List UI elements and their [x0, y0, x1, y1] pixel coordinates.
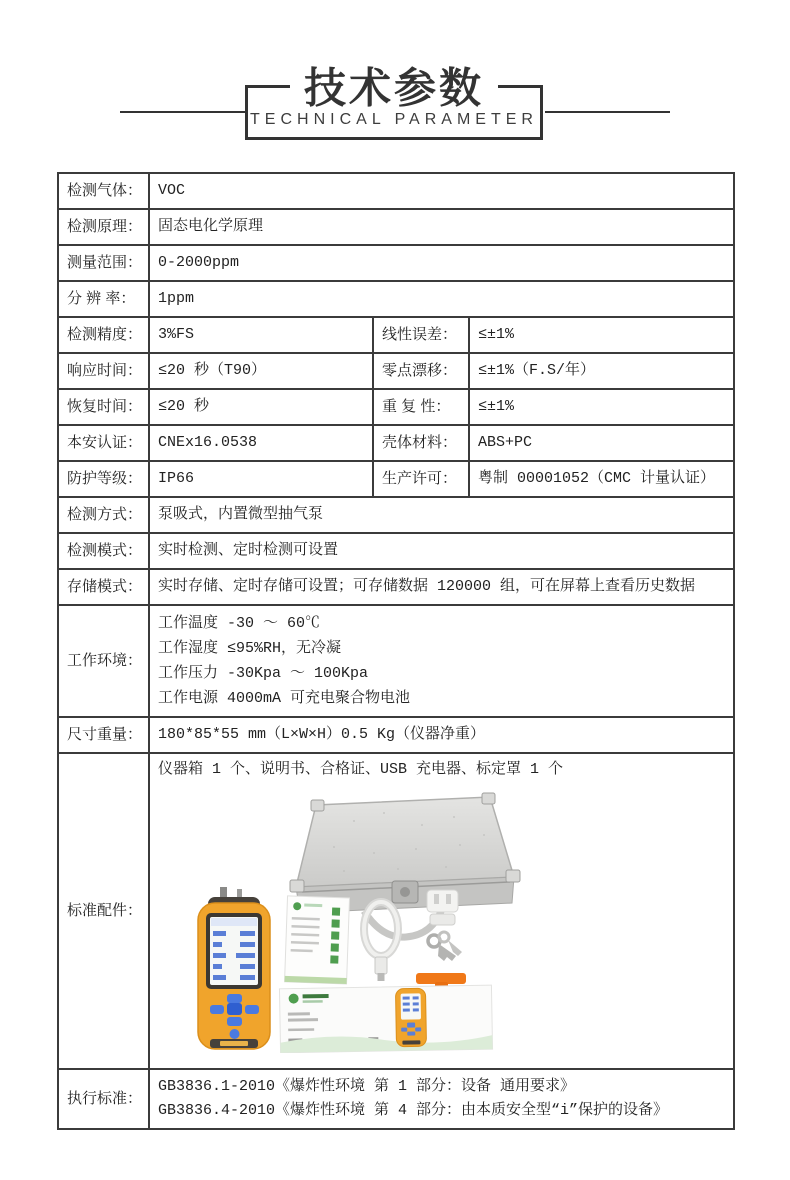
row-value: ≤±1%（F.S/年） — [469, 353, 734, 389]
usb-cable-icon — [364, 902, 398, 981]
header-frame — [245, 64, 543, 140]
row-value: 1ppm — [149, 281, 734, 317]
accessories-text: 仪器箱 1 个、说明书、合格证、USB 充电器、标定罩 1 个 — [158, 761, 564, 778]
row-value: ≤20 秒 — [149, 389, 373, 425]
row-label: 响应时间： — [58, 353, 149, 389]
row-label: 恢复时间： — [58, 389, 149, 425]
certificate-card-icon — [285, 896, 350, 984]
table-row — [58, 317, 734, 353]
row-label: 检测气体： — [58, 173, 149, 209]
row-label: 检测方式： — [58, 497, 149, 533]
table-row — [58, 425, 734, 461]
row-value: 实时存储、定时存储可设置；可存储数据 120000 组，可在屏幕上查看历史数据 — [149, 569, 734, 605]
spec-table — [57, 172, 735, 1130]
table-row — [58, 389, 734, 425]
row-value: ≤±1% — [469, 389, 734, 425]
page-subtitle: TECHNICAL PARAMETER — [250, 111, 538, 128]
row-label: 测量范围： — [58, 245, 149, 281]
page-header — [0, 0, 790, 146]
row-label: 重 复 性： — [373, 389, 469, 425]
row-value: 固态电化学原理 — [149, 209, 734, 245]
row-value: 粤制 00001052（CMC 计量认证） — [469, 461, 734, 497]
row-label: 执行标准： — [58, 1069, 149, 1129]
table-row — [58, 605, 734, 717]
header-left-rule — [120, 111, 245, 113]
row-label: 存储模式： — [58, 569, 149, 605]
env-line: 工作压力 -30Kpa ～ 100Kpa — [158, 665, 369, 682]
table-row — [58, 753, 734, 1069]
table-row — [58, 569, 734, 605]
table-row — [58, 461, 734, 497]
env-line: 工作温度 -30 ～ 60℃ — [158, 615, 321, 632]
row-label: 检测精度： — [58, 317, 149, 353]
product-photo — [184, 791, 725, 1061]
power-adapter-icon — [427, 890, 458, 925]
row-label: 零点漂移： — [373, 353, 469, 389]
row-value — [149, 605, 734, 717]
table-row — [58, 717, 734, 753]
env-line: 工作湿度 ≤95%RH，无冷凝 — [158, 640, 342, 657]
row-value: 3%FS — [149, 317, 373, 353]
row-label: 防护等级： — [58, 461, 149, 497]
env-line: 工作电源 4000mA 可充电聚合物电池 — [158, 690, 411, 707]
gas-detector-icon — [198, 887, 270, 1049]
row-value: ≤20 秒（T90） — [149, 353, 373, 389]
table-row — [58, 173, 734, 209]
row-value: CNEx16.0538 — [149, 425, 373, 461]
page-title: 技术参数 — [290, 56, 498, 116]
row-label: 检测模式： — [58, 533, 149, 569]
row-label: 本安认证： — [58, 425, 149, 461]
row-label: 生产许可： — [373, 461, 469, 497]
row-value — [149, 753, 734, 1069]
row-value: VOC — [149, 173, 734, 209]
row-label: 线性误差： — [373, 317, 469, 353]
row-label: 检测原理： — [58, 209, 149, 245]
row-label: 标准配件： — [58, 753, 149, 1069]
standard-accessories-photo — [184, 791, 569, 1053]
row-value: 实时检测、定时检测可设置 — [149, 533, 734, 569]
table-row — [58, 533, 734, 569]
standard-line: GB3836.4-2010《爆炸性环境 第 4 部分：由本质安全型“i”保护的设备》 — [158, 1102, 669, 1119]
table-row — [58, 353, 734, 389]
row-value: IP66 — [149, 461, 373, 497]
table-row — [58, 245, 734, 281]
standard-line: GB3836.1-2010《爆炸性环境 第 1 部分：设备 通用要求》 — [158, 1078, 576, 1095]
row-value: 0-2000ppm — [149, 245, 734, 281]
row-value: ≤±1% — [469, 317, 734, 353]
row-label: 壳体材料： — [373, 425, 469, 461]
table-row — [58, 497, 734, 533]
keys-icon — [428, 932, 462, 961]
row-label: 分 辨 率： — [58, 281, 149, 317]
table-row — [58, 281, 734, 317]
row-value: 泵吸式，内置微型抽气泵 — [149, 497, 734, 533]
row-value — [149, 1069, 734, 1129]
product-leaflet-icon — [279, 985, 492, 1053]
table-row — [58, 209, 734, 245]
row-value: ABS+PC — [469, 425, 734, 461]
header-right-rule — [545, 111, 670, 113]
row-label: 尺寸重量： — [58, 717, 149, 753]
table-row — [58, 1069, 734, 1129]
row-label: 工作环境： — [58, 605, 149, 717]
row-value: 180*85*55 mm（L×W×H）0.5 Kg（仪器净重） — [149, 717, 734, 753]
